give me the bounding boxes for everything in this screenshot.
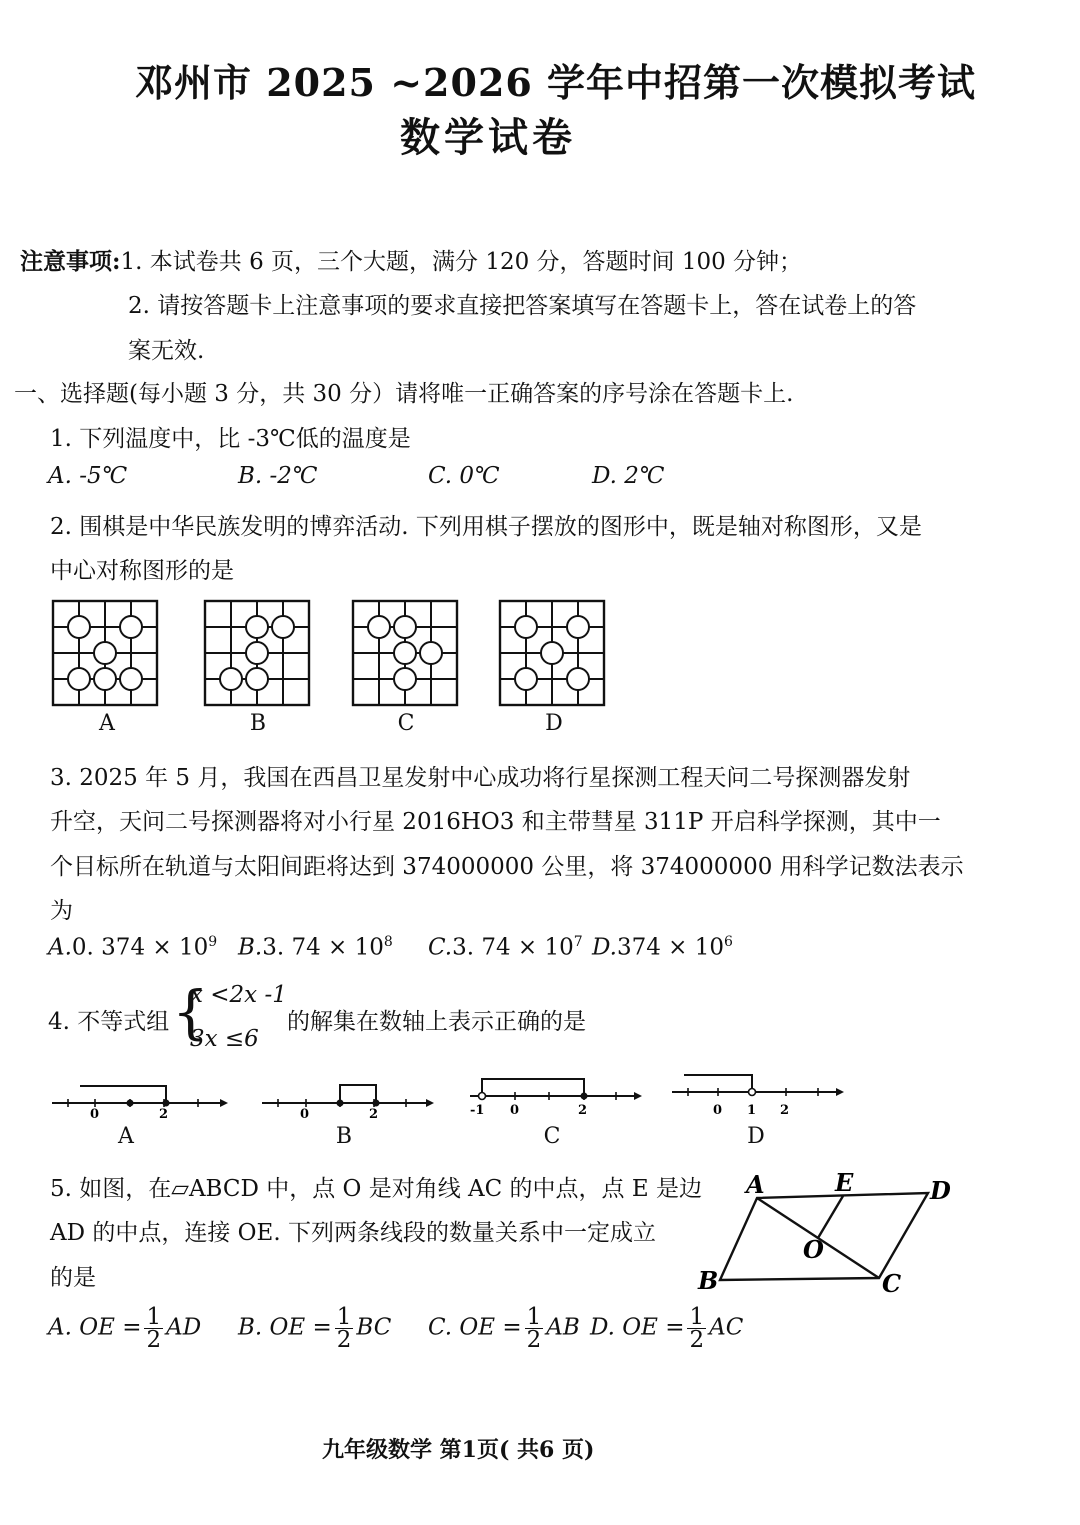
q1-option-b: B. -2℃ [238, 463, 318, 489]
figure-label-e: E [835, 1168, 854, 1197]
q5-option-a-fraction [144, 1306, 163, 1351]
notes-item1: 1. 本试卷共 6 页，三个大题，满分 120 分，答题时间 100 分钟； [120, 249, 803, 275]
q5-option-b-denominator: 2 [336, 1327, 352, 1353]
q5-option-d-lhs: OE = [622, 1314, 685, 1341]
page-footer: 九年级数学 第1页( 共6 页) [322, 1437, 595, 1463]
q3-option-c-mantissa: 3. 74 × 10 [452, 934, 574, 961]
q3-line4: 为 [50, 898, 73, 924]
tick-label-c-neg1: -1 [470, 1103, 485, 1118]
q4-label-d: D [747, 1124, 765, 1149]
figure-label-o: O [803, 1235, 824, 1264]
q3-option-b-exponent: 8 [383, 934, 393, 950]
q5-option-a-numerator: 1 [146, 1304, 162, 1330]
figure-label-c: C [882, 1269, 902, 1298]
exam-title: 邓州市 2025 ~2026 学年中招第一次模拟考试 [135, 60, 977, 105]
tick-label-a-2: 2 [159, 1107, 169, 1122]
q5-option-b-lhs: OE = [269, 1314, 332, 1341]
q3-option-a-letter: A. [48, 934, 72, 961]
q5-line1: 5. 如图，在▱ABCD 中，点 O 是对角线 AC 的中点，点 E 是边 [50, 1176, 702, 1202]
tick-label-b-2: 2 [369, 1107, 379, 1122]
tick-label-c-2: 2 [578, 1103, 588, 1118]
q3-option-d-mantissa: 374 × 10 [616, 934, 724, 961]
figure-label-a: A [746, 1170, 765, 1199]
q5-option-d-letter: D. [590, 1314, 615, 1341]
q5-option-c-lhs: OE = [459, 1314, 522, 1341]
q3-option-b-mantissa: 3. 74 × 10 [262, 934, 384, 961]
q3-option-c-exponent: 7 [573, 934, 583, 950]
q2-label-d: D [545, 711, 563, 736]
q3-line2: 升空，天问二号探测器将对小行星 2016HO3 和主带彗星 311P 开启科学探测，其中一 [50, 809, 941, 835]
q3-line3: 个目标所在轨道与太阳间距将达到 374000000 公里，将 374000000 用科学记数法表示 [50, 854, 964, 880]
tick-label-d-0: 0 [713, 1103, 723, 1118]
q4-inequality-2: 3x ≤6 [190, 1026, 259, 1052]
exam-subtitle: 数学试卷 [400, 114, 576, 161]
q1-option-a: A. -5℃ [48, 463, 128, 489]
q3-option-d-letter: D. [592, 934, 617, 961]
tick-label-b-0: 0 [300, 1107, 310, 1122]
q4-label-b: B [335, 1124, 353, 1149]
tick-label-a-0: 0 [90, 1107, 100, 1122]
q5-option-a-rhs: AD [166, 1314, 202, 1341]
q3-option-d-exponent: 6 [724, 934, 733, 950]
q4-label-a: A [118, 1124, 134, 1149]
q5-option-c-rhs: AB [546, 1314, 580, 1341]
q4-prefix: 4. 不等式组 [48, 1009, 170, 1035]
q5-option-d [590, 1306, 743, 1351]
q1-option-c: C. 0℃ [428, 463, 500, 489]
q5-option-a-letter: A. [48, 1314, 72, 1341]
q5-line3: 的是 [50, 1265, 96, 1291]
q5-option-b-fraction [335, 1306, 354, 1351]
q5-option-b [238, 1306, 391, 1351]
q5-option-d-denominator: 2 [689, 1327, 705, 1353]
q5-option-b-rhs: BC [356, 1314, 392, 1341]
q4-suffix: 的解集在数轴上表示正确的是 [287, 1009, 586, 1035]
figure-label-d: D [930, 1176, 951, 1205]
q4-label-c: C [543, 1124, 561, 1149]
q5-option-a-denominator: 2 [146, 1327, 162, 1353]
figure-label-b: B [698, 1266, 719, 1295]
q3-option-a-exponent: 9 [208, 934, 218, 950]
q5-option-c-denominator: 2 [526, 1327, 542, 1353]
q5-option-c-numerator: 1 [526, 1304, 542, 1330]
q5-option-d-rhs: AC [709, 1314, 744, 1341]
q5-option-d-fraction [687, 1306, 706, 1351]
notes-item2-line1: 2. 请按答题卡上注意事项的要求直接把答案填写在答题卡上，答在试卷上的答 [128, 293, 917, 319]
q5-option-a-lhs: OE = [79, 1314, 142, 1341]
notes-label: 注意事项: [20, 248, 121, 275]
tick-label-d-2: 2 [780, 1103, 790, 1118]
segment-oe [818, 1196, 843, 1238]
q5-option-d-numerator: 1 [689, 1304, 705, 1330]
q5-option-c-letter: C. [428, 1314, 453, 1341]
q2-label-b: B [249, 711, 267, 736]
q5-option-b-letter: B. [238, 1314, 263, 1341]
q3-option-c-letter: C. [428, 934, 453, 961]
q1-option-d: D. 2℃ [592, 463, 665, 489]
section1-heading: 一、选择题(每小题 3 分，共 30 分）请将唯一正确答案的序号涂在答题卡上. [14, 381, 794, 407]
notes-item2-line2: 案无效. [128, 338, 205, 364]
q5-option-b-numerator: 1 [336, 1304, 352, 1330]
q1-stem: 1. 下列温度中，比 -3℃低的温度是 [50, 426, 411, 452]
q3-line1: 3. 2025 年 5 月，我国在西昌卫星发射中心成功将行星探测工程天问二号探测器发射 [50, 765, 911, 791]
q4-brace: { [172, 978, 209, 1046]
tick-label-d-1: 1 [747, 1103, 757, 1118]
q5-option-c [428, 1306, 580, 1351]
q2-label-a: A [99, 711, 115, 736]
q3-option-b-letter: B. [238, 934, 263, 961]
q2-stem-line1: 2. 围棋是中华民族发明的博弈活动. 下列用棋子摆放的图形中，既是轴对称图形，又是 [50, 514, 922, 540]
q2-stem-line2: 中心对称图形的是 [50, 558, 234, 584]
tick-label-c-0: 0 [510, 1103, 520, 1118]
q5-option-a [48, 1306, 201, 1351]
q3-option-a-mantissa: 0. 374 × 10 [71, 934, 209, 961]
q5-line2: AD 的中点，连接 OE. 下列两条线段的数量关系中一定成立 [50, 1220, 656, 1246]
q5-option-c-fraction [525, 1306, 544, 1351]
q2-label-c: C [397, 711, 415, 736]
parallelogram-abcd [720, 1193, 928, 1280]
q4-inequality-1: x <2x -1 [190, 982, 287, 1008]
